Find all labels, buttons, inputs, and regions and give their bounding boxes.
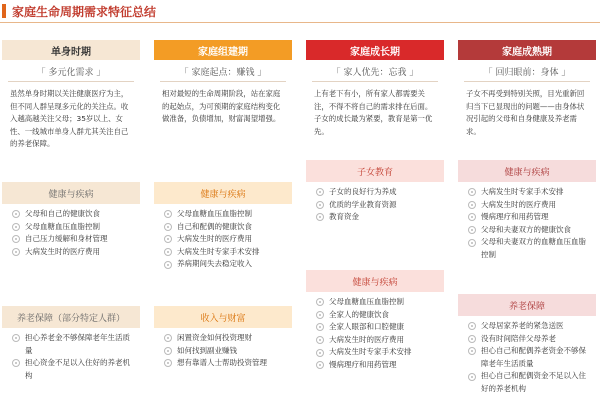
item-list [2,328,140,416]
list-item: 大病发生时的医疗费用 [316,334,434,347]
item-list [458,182,596,294]
circle-bullet-icon [164,261,172,269]
circle-bullet-icon [316,323,324,331]
column-description: 相对最短的生命周期阶段，站在家庭的起始点，为可预期的家庭结构变化做准备，负债增加，财富渴望增强。 [162,89,281,123]
circle-bullet-icon [468,201,476,209]
section-label: 养老保障（部分特定人群） [2,306,140,328]
page-title: 家庭生命周期需求特征总结 [12,4,157,19]
circle-bullet-icon [468,347,476,355]
list-item: 担心养老金不够保障老年生活质量 [12,332,130,357]
circle-bullet-icon [164,359,172,367]
item-list [306,182,444,270]
circle-bullet-icon [468,322,476,330]
list-item: 教育资金 [316,211,434,224]
title-divider [0,22,600,23]
list-item: 慢病理疗和用药管理 [316,359,434,372]
item-list [154,328,292,416]
section-label: 养老保障 [458,294,596,316]
column-quote: 「 多元化需求 」 [8,62,134,82]
column-body [2,60,140,182]
circle-bullet-icon [164,210,172,218]
circle-bullet-icon [164,248,172,256]
list-item: 父母居家养老的紧急送医 [468,320,586,333]
list-item: 慢病理疗和用药管理 [468,211,586,224]
section-label: 健康与疾病 [306,270,444,292]
circle-bullet-icon [468,373,476,381]
list-item: 父母血糖血压血脂控制 [12,221,130,234]
circle-bullet-icon [316,213,324,221]
title-bar [0,0,600,22]
column-quote: 「 回归眼前：身体 」 [464,62,590,82]
column-description: 上有老下有小，所有家人都需要关注，不得不将自己的需求排在后面。子女的成长最为紧要，教育是第一优先。 [314,89,433,136]
circle-bullet-icon [316,201,324,209]
item-list [458,316,596,416]
circle-bullet-icon [12,235,20,243]
list-item: 自己压力缓解和身材管理 [12,233,130,246]
list-item: 大病发生时专家手术安排 [164,246,282,259]
list-item: 大病发生时的医疗费用 [164,233,282,246]
circle-bullet-icon [316,298,324,306]
circle-bullet-icon [164,347,172,355]
section-label: 健康与疾病 [458,160,596,182]
section-label: 健康与疾病 [154,182,292,204]
column-family-forming-stage [154,40,292,416]
circle-bullet-icon [316,361,324,369]
circle-bullet-icon [468,335,476,343]
circle-bullet-icon [12,210,20,218]
column-header: 单身时期 [2,40,140,60]
list-item: 父母血糖血压血脂控制 [316,296,434,309]
column-family-growth-stage [306,40,444,416]
section-label: 收入与财富 [154,306,292,328]
list-item: 自己和配偶的健康饮食 [164,221,282,234]
column-description: 虽然单身时期以关注健康医疗为主，但不同人群呈现多元化的关注点。收入越高越关注父母；35岁以上、女性、一线城市单身人群尤其关注自己的养老保障。 [10,89,129,148]
column-family-mature-stage [458,40,596,416]
list-item: 闲置资金如何投资理财 [164,332,282,345]
circle-bullet-icon [164,334,172,342]
column-quote: 「 家人优先：忘我 」 [312,62,438,82]
column-description: 子女不再受到特别关照，目光重新回归当下已显现出的问题——由身体状况引起的父母和自身健康及养老需求。 [466,89,585,136]
column-body [154,60,292,182]
list-item: 全家人眼部和口腔健康 [316,321,434,334]
list-item: 优质的学业教育资源 [316,199,434,212]
circle-bullet-icon [316,349,324,357]
item-list [2,204,140,306]
circle-bullet-icon [12,248,20,256]
column-header: 家庭成熟期 [458,40,596,60]
circle-bullet-icon [12,334,20,342]
title-accent-mark [2,4,6,18]
list-item: 大病发生时专家手术安排 [316,346,434,359]
circle-bullet-icon [316,336,324,344]
list-item: 父母血糖血压血脂控制 [164,208,282,221]
section-label: 健康与疾病 [2,182,140,204]
list-item: 大病发生时的医疗费用 [468,199,586,212]
column-single-stage [2,40,140,416]
item-list [306,292,444,416]
list-item: 父母和夫妻双方的健康饮食 [468,224,586,237]
circle-bullet-icon [316,311,324,319]
circle-bullet-icon [12,359,20,367]
list-item: 如何找到副业赚钱 [164,345,282,358]
circle-bullet-icon [468,213,476,221]
circle-bullet-icon [12,223,20,231]
list-item: 全家人的健康饮食 [316,309,434,322]
list-item: 大病发生时专家手术安排 [468,186,586,199]
section-label: 子女教育 [306,160,444,182]
list-item: 父母和自己的健康饮食 [12,208,130,221]
column-header: 家庭成长期 [306,40,444,60]
circle-bullet-icon [468,239,476,247]
list-item: 担心自己和配偶资金不足以入住好的养老机构 [468,370,586,395]
column-body [306,60,444,160]
circle-bullet-icon [164,235,172,243]
list-item: 没有时间陪伴父母养老 [468,333,586,346]
list-item: 想有靠谱人士帮助投资管理 [164,357,282,370]
list-item: 大病发生时的医疗费用 [12,246,130,259]
column-header: 家庭组建期 [154,40,292,60]
column-quote: 「 家庭起点：赚钱 」 [160,62,286,82]
column-body [458,60,596,160]
list-item: 子女的良好行为养成 [316,186,434,199]
list-item: 担心自己和配偶养老资金不够保障老年生活质量 [468,345,586,370]
circle-bullet-icon [164,223,172,231]
circle-bullet-icon [316,188,324,196]
list-item: 担心资金不足以入住好的养老机构 [12,357,130,382]
list-item: 养病期间失去稳定收入 [164,258,282,271]
circle-bullet-icon [468,188,476,196]
list-item: 父母和夫妻双方的血糖血压血脂控制 [468,236,586,261]
circle-bullet-icon [468,226,476,234]
item-list [154,204,292,306]
